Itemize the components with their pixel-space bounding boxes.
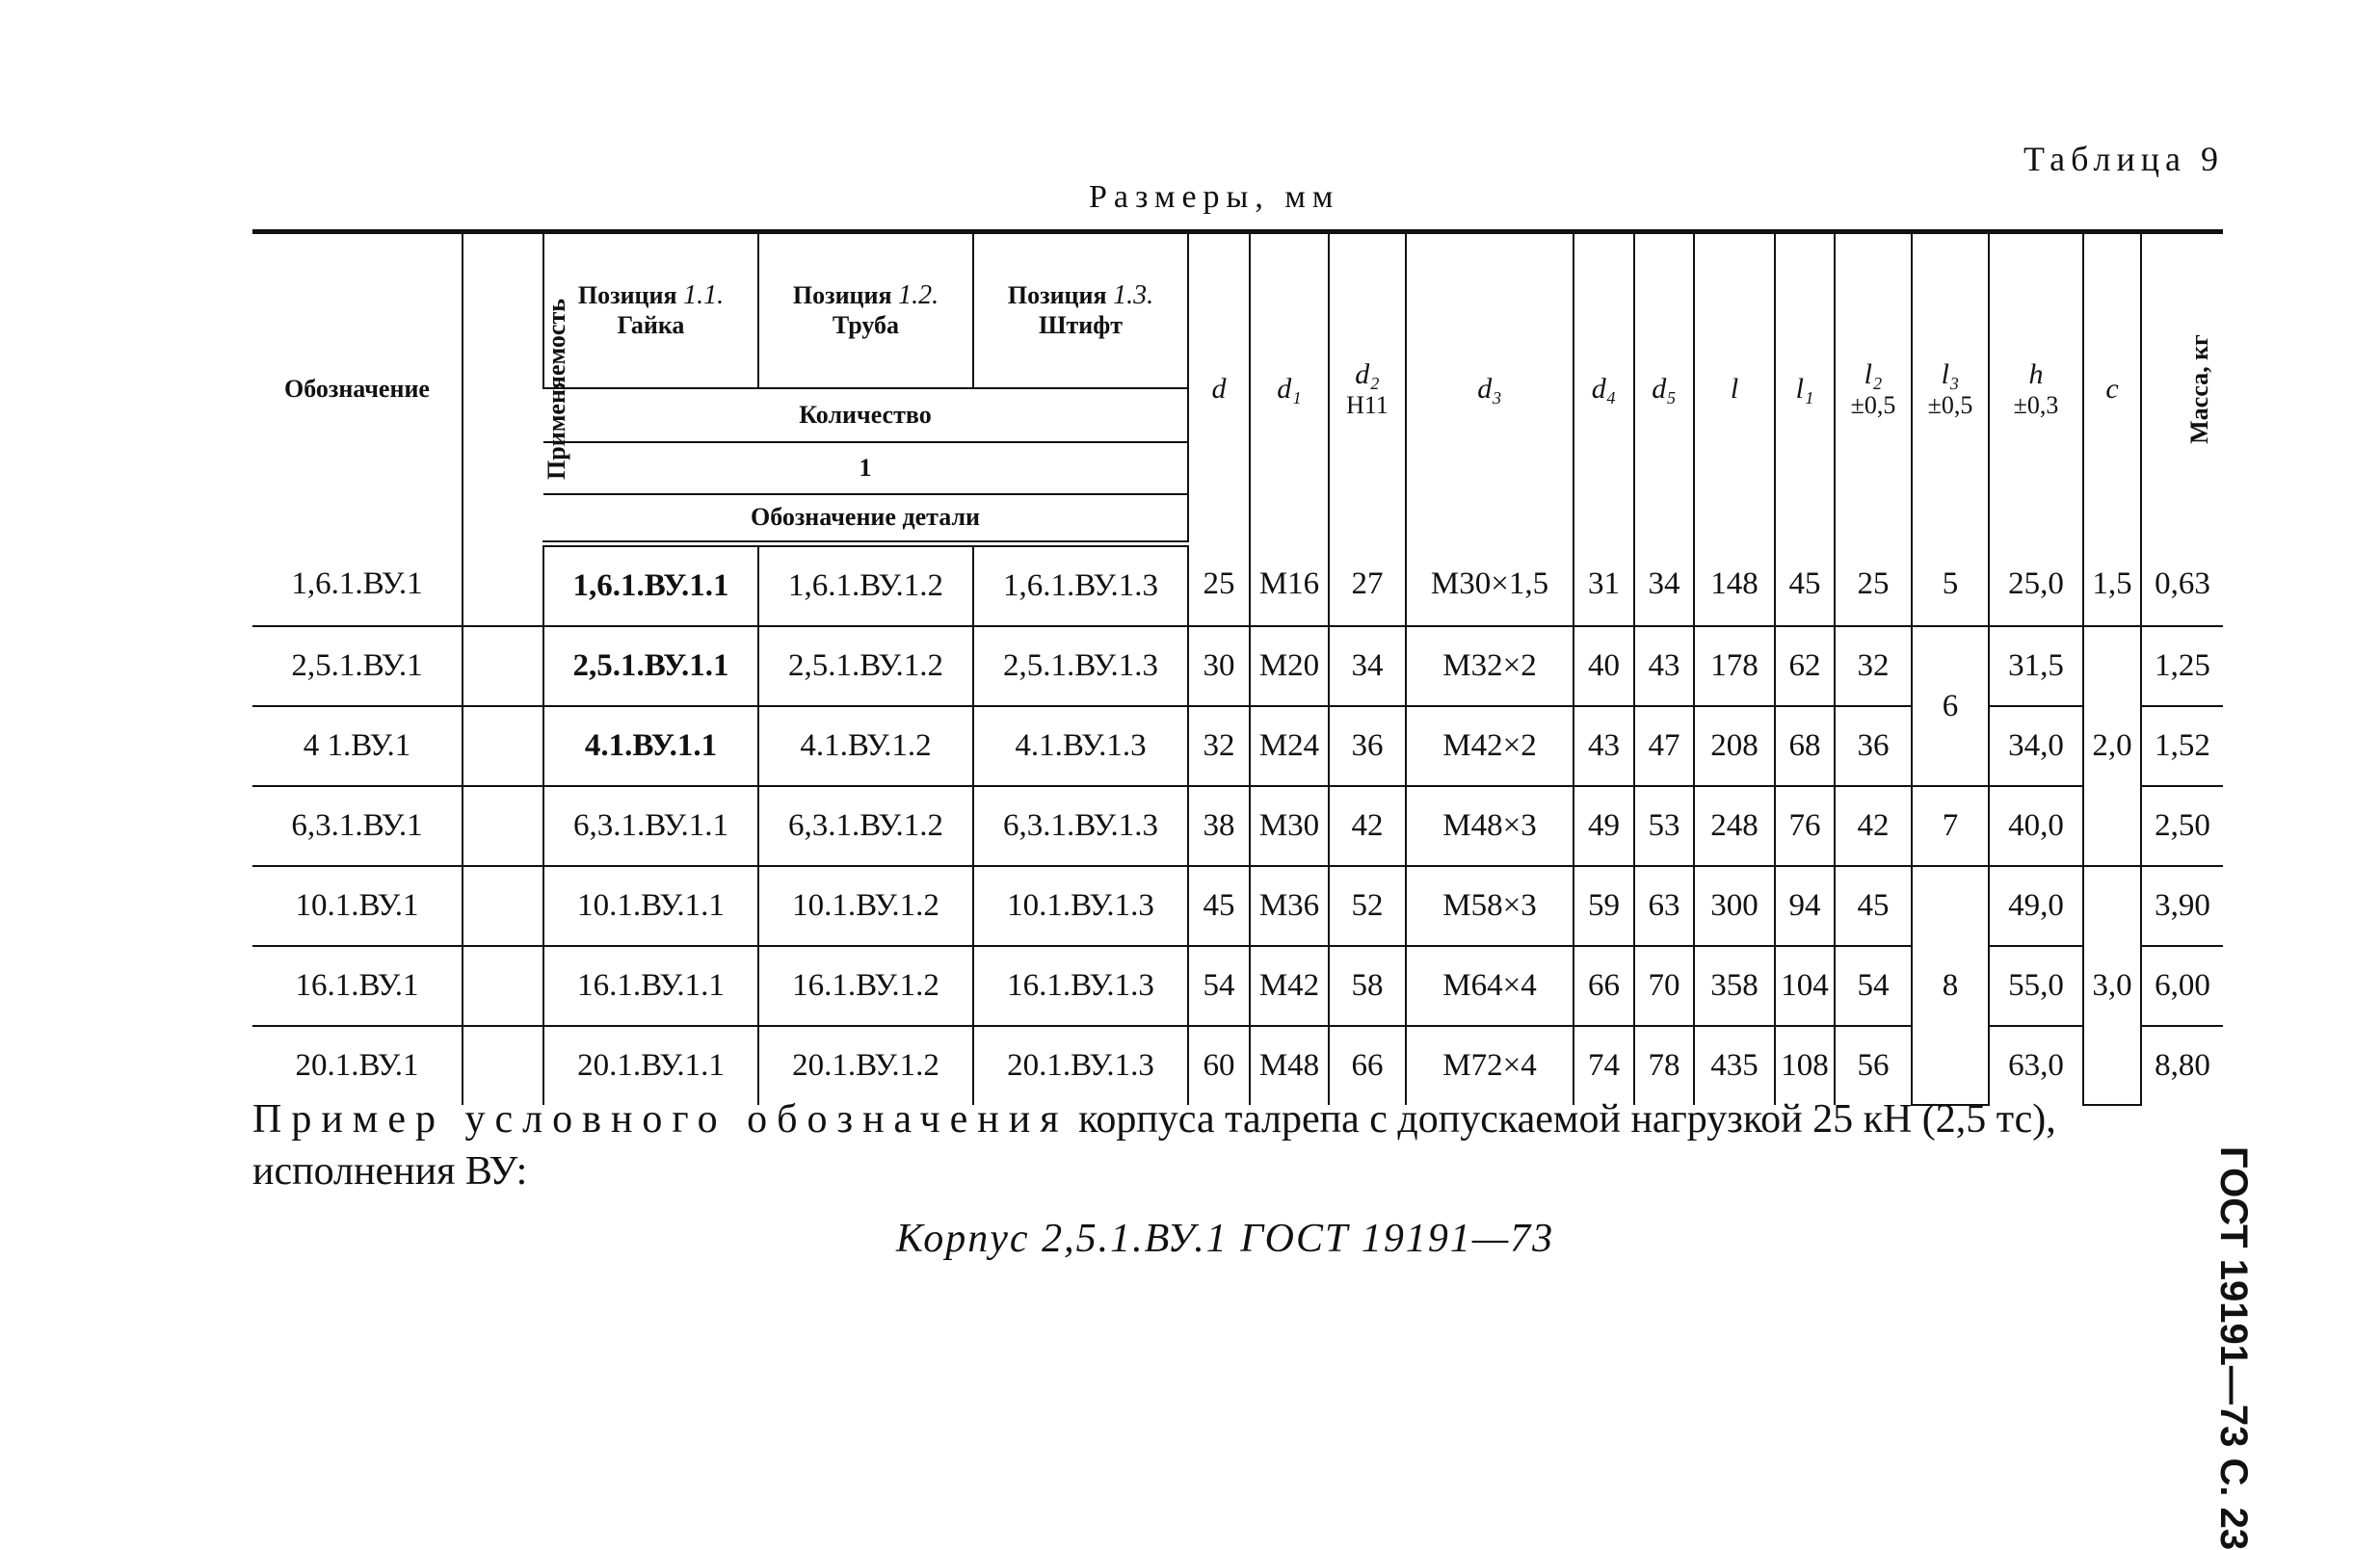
cell-designation: 10.1.ВУ.1 bbox=[252, 866, 463, 946]
cell-pos1: 2,5.1.ВУ.1.1 bbox=[543, 626, 758, 706]
cell-pos3: 10.1.ВУ.1.3 bbox=[973, 866, 1188, 946]
cell-d3: M58×3 bbox=[1406, 866, 1573, 946]
cell-d2: 42 bbox=[1329, 786, 1406, 866]
cell-d2: 52 bbox=[1329, 866, 1406, 946]
cell-d3: M32×2 bbox=[1406, 626, 1573, 706]
cell-l1: 104 bbox=[1775, 946, 1835, 1026]
cell-pos2: 4.1.ВУ.1.2 bbox=[758, 706, 973, 786]
cell-d5: 78 bbox=[1634, 1026, 1694, 1105]
example-text: корпуса талрепа с допускаемой нагрузкой 25 кН (2,5 тс), исполнения ВУ: bbox=[252, 1097, 2056, 1194]
example-designation: Корпус 2,5.1.ВУ.1 ГОСТ 19191—73 bbox=[896, 1217, 1555, 1261]
cell-applicability bbox=[463, 946, 543, 1026]
cell-d5: 43 bbox=[1634, 626, 1694, 706]
header-l1: l₁ bbox=[1775, 232, 1835, 544]
cell-l1: 94 bbox=[1775, 866, 1835, 946]
cell-pos1: 1,6.1.ВУ.1.1 bbox=[543, 544, 758, 627]
cell-d2: 34 bbox=[1329, 626, 1406, 706]
cell-d3: M64×4 bbox=[1406, 946, 1573, 1026]
cell-d2: 36 bbox=[1329, 706, 1406, 786]
cell-d5: 47 bbox=[1634, 706, 1694, 786]
cell-pos2: 6,3.1.ВУ.1.2 bbox=[758, 786, 973, 866]
table-row bbox=[252, 866, 2223, 946]
cell-h: 49,0 bbox=[1989, 866, 2083, 946]
cell-pos2: 16.1.ВУ.1.2 bbox=[758, 946, 973, 1026]
cell-mass: 8,80 bbox=[2141, 1026, 2223, 1105]
header-pos3: Позиция 1.3. Штифт bbox=[973, 232, 1188, 388]
cell-pos3: 4.1.ВУ.1.3 bbox=[973, 706, 1188, 786]
cell-d5: 63 bbox=[1634, 866, 1694, 946]
cell-d4: 43 bbox=[1573, 706, 1634, 786]
cell-pos1: 20.1.ВУ.1.1 bbox=[543, 1026, 758, 1105]
cell-d3: M42×2 bbox=[1406, 706, 1573, 786]
header-applicability: Применяемость bbox=[463, 232, 543, 544]
cell-h: 40,0 bbox=[1989, 786, 2083, 866]
cell-d3: M48×3 bbox=[1406, 786, 1573, 866]
cell-h: 31,5 bbox=[1989, 626, 2083, 706]
cell-pos2: 1,6.1.ВУ.1.2 bbox=[758, 544, 973, 627]
header-d5: d₅ bbox=[1634, 232, 1694, 544]
cell-designation: 4 1.ВУ.1 bbox=[252, 706, 463, 786]
cell-d2: 66 bbox=[1329, 1026, 1406, 1105]
cell-d5: 53 bbox=[1634, 786, 1694, 866]
table-row bbox=[252, 626, 2223, 706]
cell-designation: 1,6.1.ВУ.1 bbox=[252, 544, 463, 627]
header-quantity-value: 1 bbox=[543, 442, 1188, 494]
cell-d4: 31 bbox=[1573, 544, 1634, 627]
cell-l1: 62 bbox=[1775, 626, 1835, 706]
cell-d1: M24 bbox=[1250, 706, 1329, 786]
example-heading: Пример условного обозначения bbox=[252, 1097, 1069, 1142]
cell-pos3: 20.1.ВУ.1.3 bbox=[973, 1026, 1188, 1105]
cell-d: 60 bbox=[1188, 1026, 1250, 1105]
cell-l2: 25 bbox=[1835, 544, 1912, 627]
cell-l3: 6 bbox=[1912, 626, 1989, 786]
header-designation: Обозначение bbox=[284, 374, 430, 403]
cell-mass: 1,25 bbox=[2141, 626, 2223, 706]
cell-d3: M30×1,5 bbox=[1406, 544, 1573, 627]
header-pos2: Позиция 1.2. Труба bbox=[758, 232, 973, 388]
cell-designation: 20.1.ВУ.1 bbox=[295, 1048, 419, 1083]
cell-mass: 2,50 bbox=[2141, 786, 2223, 866]
table-number: Таблица 9 bbox=[2023, 140, 2224, 178]
header-d4: d₄ bbox=[1573, 232, 1634, 544]
header-d1: d₁ bbox=[1250, 232, 1329, 544]
cell-applicability bbox=[463, 786, 543, 866]
header-mass: Масса, кг bbox=[2141, 232, 2223, 544]
table-row bbox=[252, 786, 2223, 866]
cell-applicability bbox=[463, 706, 543, 786]
cell-l2: 56 bbox=[1835, 1026, 1912, 1105]
cell-pos2: 20.1.ВУ.1.2 bbox=[758, 1026, 973, 1105]
cell-d: 54 bbox=[1188, 946, 1250, 1026]
cell-h: 34,0 bbox=[1989, 706, 2083, 786]
cell-mass: 0,63 bbox=[2141, 544, 2223, 627]
cell-pos1: 6,3.1.ВУ.1.1 bbox=[543, 786, 758, 866]
cell-applicability bbox=[463, 544, 543, 627]
cell-applicability bbox=[463, 626, 543, 706]
cell-d1: M48 bbox=[1250, 1026, 1329, 1105]
cell-l: 358 bbox=[1694, 946, 1775, 1026]
cell-designation: 16.1.ВУ.1 bbox=[252, 946, 463, 1026]
cell-d1: M42 bbox=[1250, 946, 1329, 1026]
header-h: h ±0,3 bbox=[1989, 232, 2083, 544]
cell-pos3: 6,3.1.ВУ.1.3 bbox=[973, 786, 1188, 866]
cell-l: 248 bbox=[1694, 786, 1775, 866]
example-paragraph bbox=[252, 1093, 2223, 1197]
header-l2: l₂ ±0,5 bbox=[1835, 232, 1912, 544]
cell-l2: 54 bbox=[1835, 946, 1912, 1026]
cell-pos3: 2,5.1.ВУ.1.3 bbox=[973, 626, 1188, 706]
cell-l: 208 bbox=[1694, 706, 1775, 786]
cell-d1: M16 bbox=[1250, 544, 1329, 627]
cell-mass: 1,52 bbox=[2141, 706, 2223, 786]
header-part-designation: Обозначение детали bbox=[543, 494, 1188, 544]
header-quantity: Количество bbox=[543, 388, 1188, 442]
cell-d4: 59 bbox=[1573, 866, 1634, 946]
header-c: c bbox=[2083, 232, 2141, 544]
page-marker: ГОСТ 19191—73 С. 23 bbox=[2212, 1146, 2255, 1550]
cell-d: 38 bbox=[1188, 786, 1250, 866]
cell-c: 1,5 bbox=[2083, 544, 2141, 627]
cell-l2: 42 bbox=[1835, 786, 1912, 866]
cell-pos1: 10.1.ВУ.1.1 bbox=[543, 866, 758, 946]
cell-pos1: 16.1.ВУ.1.1 bbox=[543, 946, 758, 1026]
cell-d1: M20 bbox=[1250, 626, 1329, 706]
cell-d4: 74 bbox=[1573, 1026, 1634, 1105]
cell-l: 435 bbox=[1694, 1026, 1775, 1105]
cell-mass: 6,00 bbox=[2141, 946, 2223, 1026]
cell-l1: 76 bbox=[1775, 786, 1835, 866]
header-d2: d₂ H11 bbox=[1329, 232, 1406, 544]
header-l3: l₃ ±0,5 bbox=[1912, 232, 1989, 544]
cell-d5: 70 bbox=[1634, 946, 1694, 1026]
cell-d3: M72×4 bbox=[1406, 1026, 1573, 1105]
cell-c: 2,0 bbox=[2083, 626, 2141, 866]
cell-l1: 108 bbox=[1775, 1026, 1835, 1105]
cell-l3: 5 bbox=[1912, 544, 1989, 627]
cell-d: 30 bbox=[1188, 626, 1250, 706]
cell-pos3: 16.1.ВУ.1.3 bbox=[973, 946, 1188, 1026]
cell-h: 55,0 bbox=[1989, 946, 2083, 1026]
header-l: l bbox=[1694, 232, 1775, 544]
header-d3: d₃ bbox=[1406, 232, 1573, 544]
table-row bbox=[252, 544, 2223, 627]
cell-pos2: 2,5.1.ВУ.1.2 bbox=[758, 626, 973, 706]
cell-d1: M30 bbox=[1250, 786, 1329, 866]
cell-l2: 36 bbox=[1835, 706, 1912, 786]
cell-d4: 66 bbox=[1573, 946, 1634, 1026]
cell-l3: 8 bbox=[1912, 866, 1989, 1105]
cell-d1: M36 bbox=[1250, 866, 1329, 946]
cell-d4: 49 bbox=[1573, 786, 1634, 866]
sizes-caption: Размеры, мм bbox=[1089, 179, 1340, 215]
cell-h: 63,0 bbox=[1989, 1026, 2083, 1105]
cell-d4: 40 bbox=[1573, 626, 1634, 706]
cell-l2: 32 bbox=[1835, 626, 1912, 706]
cell-pos2: 10.1.ВУ.1.2 bbox=[758, 866, 973, 946]
cell-d2: 27 bbox=[1329, 544, 1406, 627]
cell-designation: 2,5.1.ВУ.1 bbox=[252, 626, 463, 706]
cell-pos1: 4.1.ВУ.1.1 bbox=[543, 706, 758, 786]
cell-l: 148 bbox=[1694, 544, 1775, 627]
cell-d5: 34 bbox=[1634, 544, 1694, 627]
cell-d: 25 bbox=[1188, 544, 1250, 627]
cell-mass: 3,90 bbox=[2141, 866, 2223, 946]
dimensions-table bbox=[252, 229, 2223, 1106]
cell-designation: 6,3.1.ВУ.1 bbox=[252, 786, 463, 866]
cell-l1: 68 bbox=[1775, 706, 1835, 786]
header-pos1: Позиция 1.1. Гайка bbox=[543, 232, 758, 388]
cell-pos3: 1,6.1.ВУ.1.3 bbox=[973, 544, 1188, 627]
cell-d: 45 bbox=[1188, 866, 1250, 946]
cell-h: 25,0 bbox=[1989, 544, 2083, 627]
header-d: d bbox=[1188, 232, 1250, 544]
cell-l1: 45 bbox=[1775, 544, 1835, 627]
cell-l: 178 bbox=[1694, 626, 1775, 706]
cell-applicability bbox=[463, 866, 543, 946]
cell-d: 32 bbox=[1188, 706, 1250, 786]
cell-c: 3,0 bbox=[2083, 866, 2141, 1105]
cell-l: 300 bbox=[1694, 866, 1775, 946]
cell-l3: 7 bbox=[1912, 786, 1989, 866]
cell-d2: 58 bbox=[1329, 946, 1406, 1026]
cell-l2: 45 bbox=[1835, 866, 1912, 946]
